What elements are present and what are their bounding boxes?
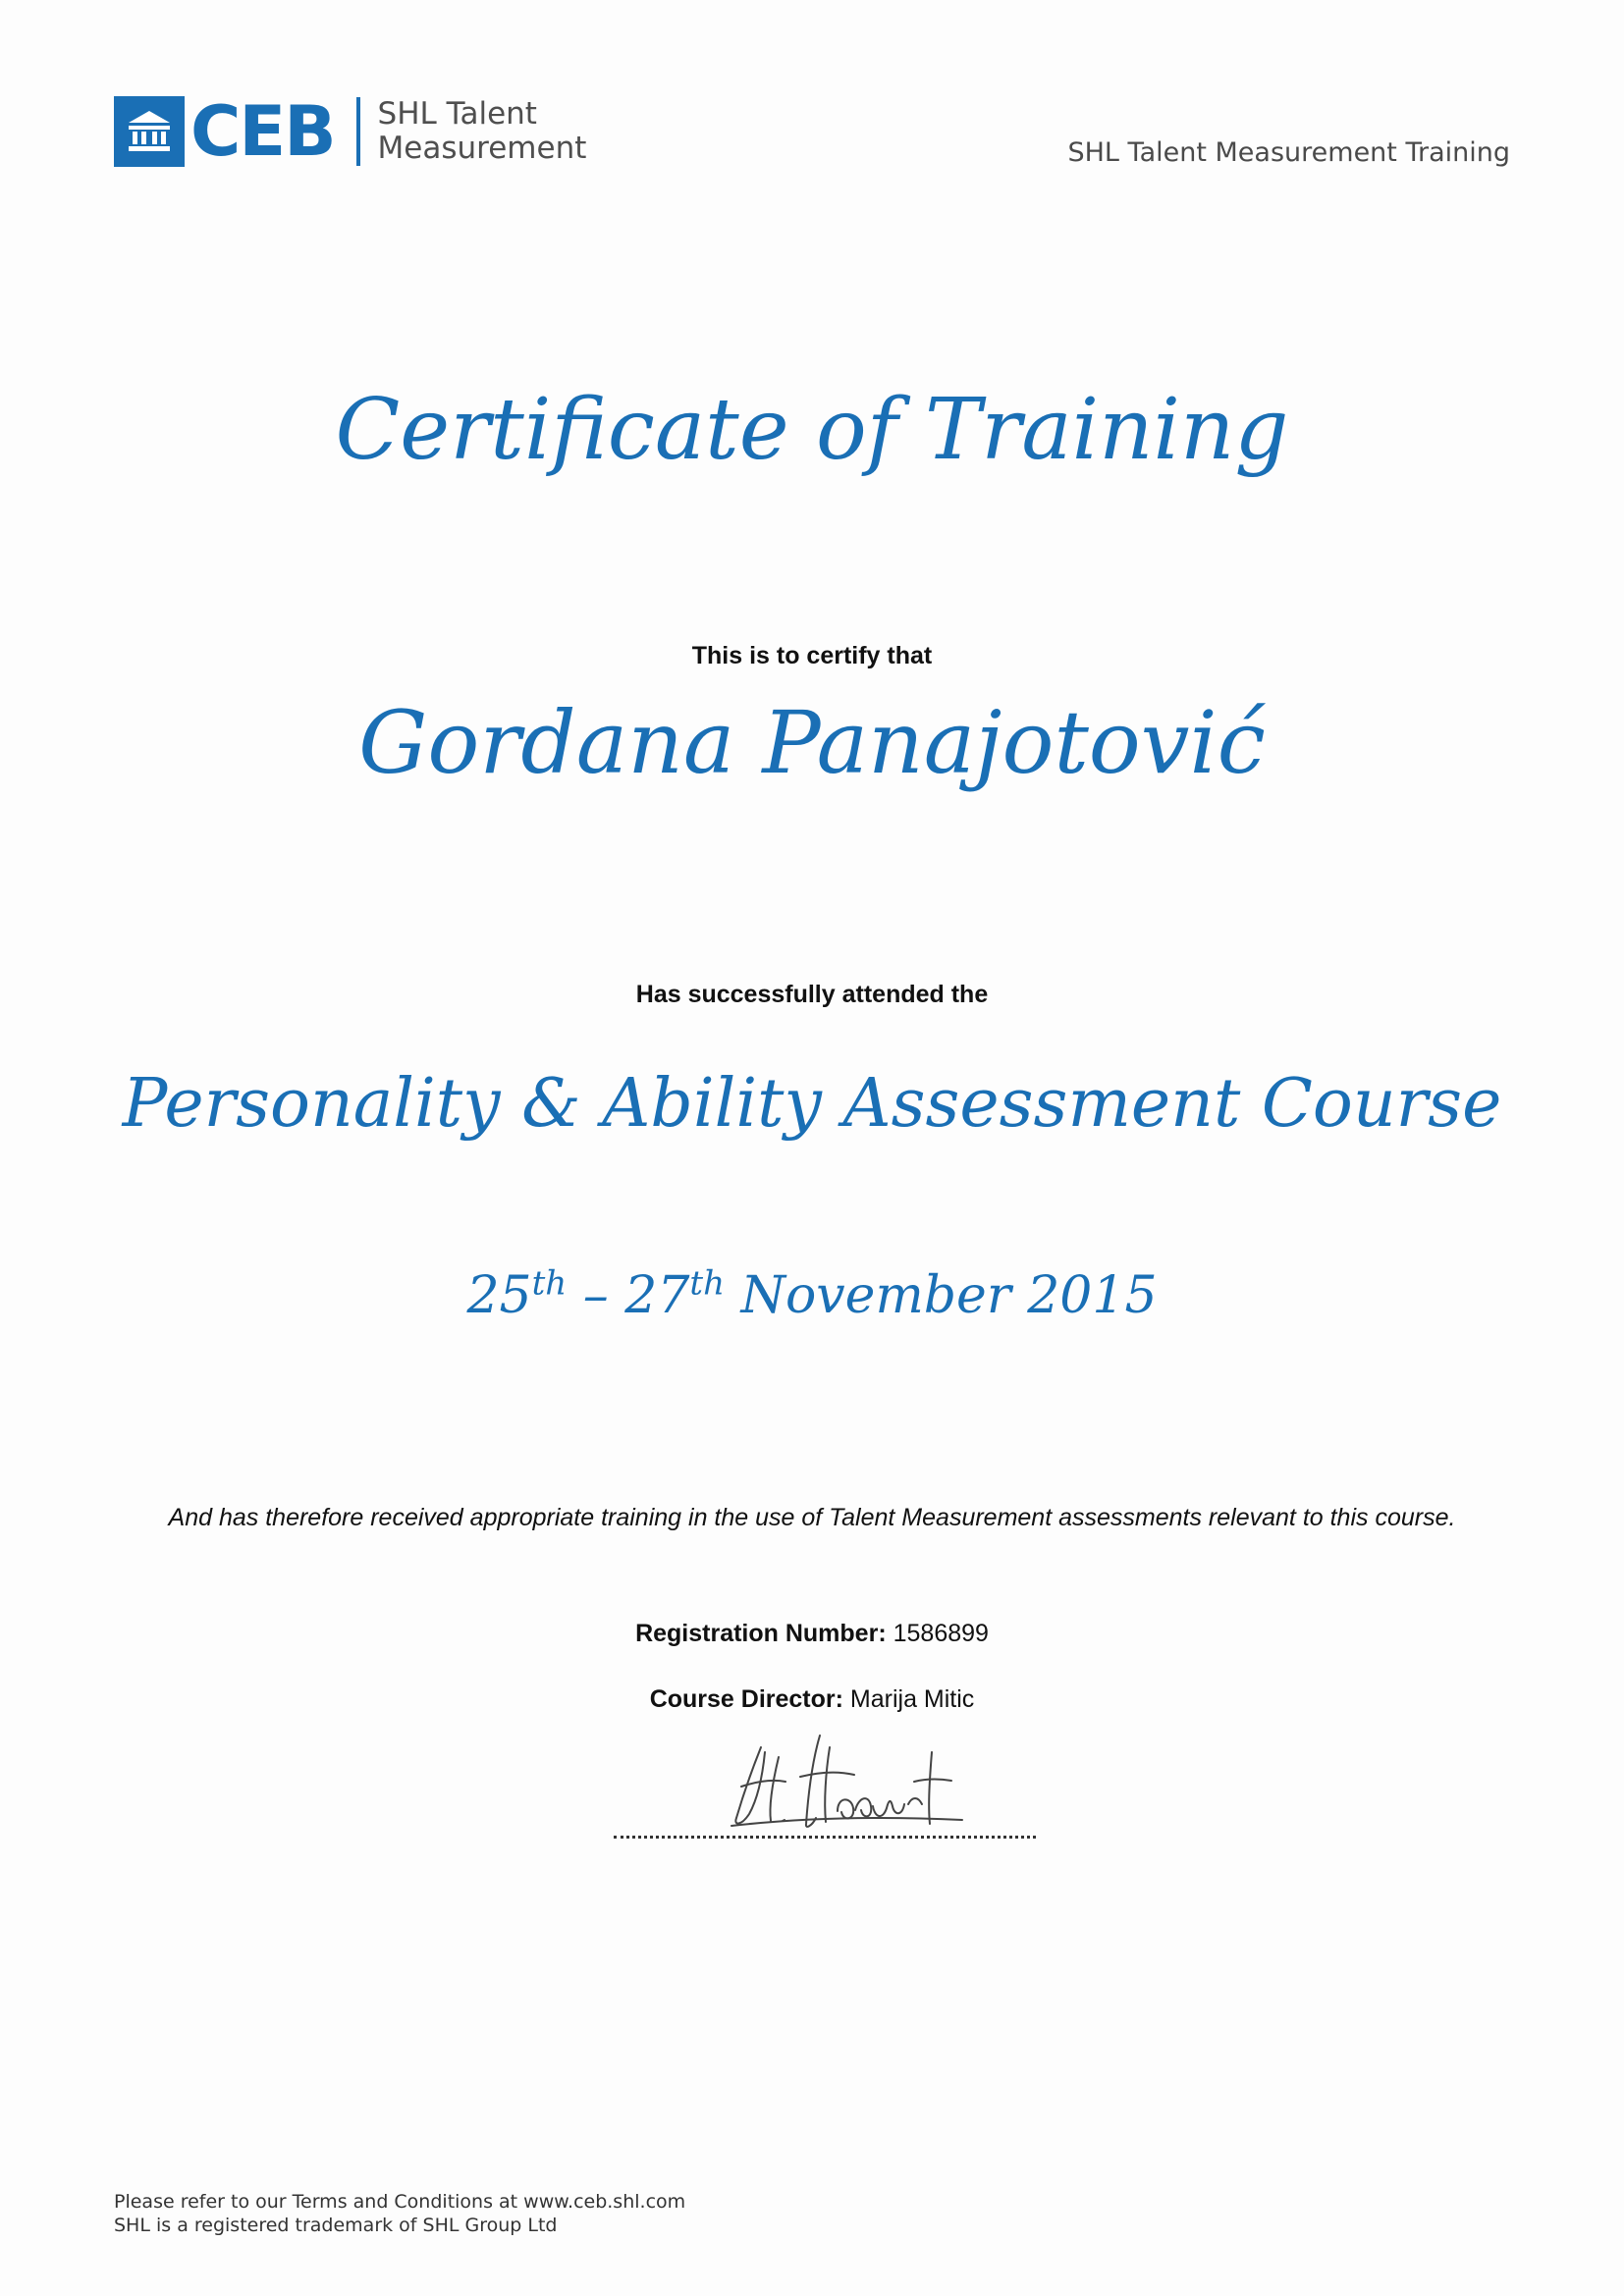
director-value: Marija Mitic (849, 1685, 975, 1713)
footer (114, 2190, 685, 2237)
logo-wordmark: CEB (190, 91, 335, 172)
certify-text: This is to certify that (691, 642, 933, 669)
building-icon (114, 96, 185, 167)
therefore-text: And has therefore received appropriate training in the use of Talent Measurement assessments relevant to this course. (168, 1504, 1456, 1531)
end-day-suffix: th (689, 1263, 725, 1304)
course-name: Personality & Ability Assessment Course (122, 1065, 1502, 1143)
course-dates (0, 1263, 1624, 1325)
start-day: 25 (466, 1266, 532, 1325)
ceb-shl-logo (114, 91, 587, 172)
attended-text: Has successfully attended the (635, 981, 989, 1008)
signature (722, 1728, 977, 1836)
header-right-text: SHL Talent Measurement Training (1067, 137, 1510, 168)
logo-subtitle (378, 97, 587, 166)
certificate-title: Certificate of Training (335, 381, 1289, 479)
footer-terms: Please refer to our Terms and Conditions at www.ceb.shl.com (114, 2191, 686, 2213)
recipient-name: Gordana Panajotović (358, 692, 1266, 793)
registration-value: 1586899 (893, 1620, 989, 1647)
logo-subtitle-line2: Measurement (377, 131, 587, 166)
logo-divider (356, 97, 360, 166)
signature-line (614, 1836, 1036, 1839)
start-day-suffix: th (531, 1263, 568, 1304)
month-year: November 2015 (724, 1266, 1158, 1325)
footer-trademark: SHL is a registered trademark of SHL Group Ltd (114, 2215, 558, 2236)
date-separator: – (567, 1266, 625, 1325)
logo-subtitle-line1: SHL Talent (377, 96, 537, 132)
registration-label: Registration Number: (635, 1620, 887, 1647)
registration-number (0, 1620, 1624, 1648)
end-day: 27 (624, 1266, 690, 1325)
director-label: Course Director: (649, 1685, 843, 1713)
course-director (0, 1685, 1624, 1714)
